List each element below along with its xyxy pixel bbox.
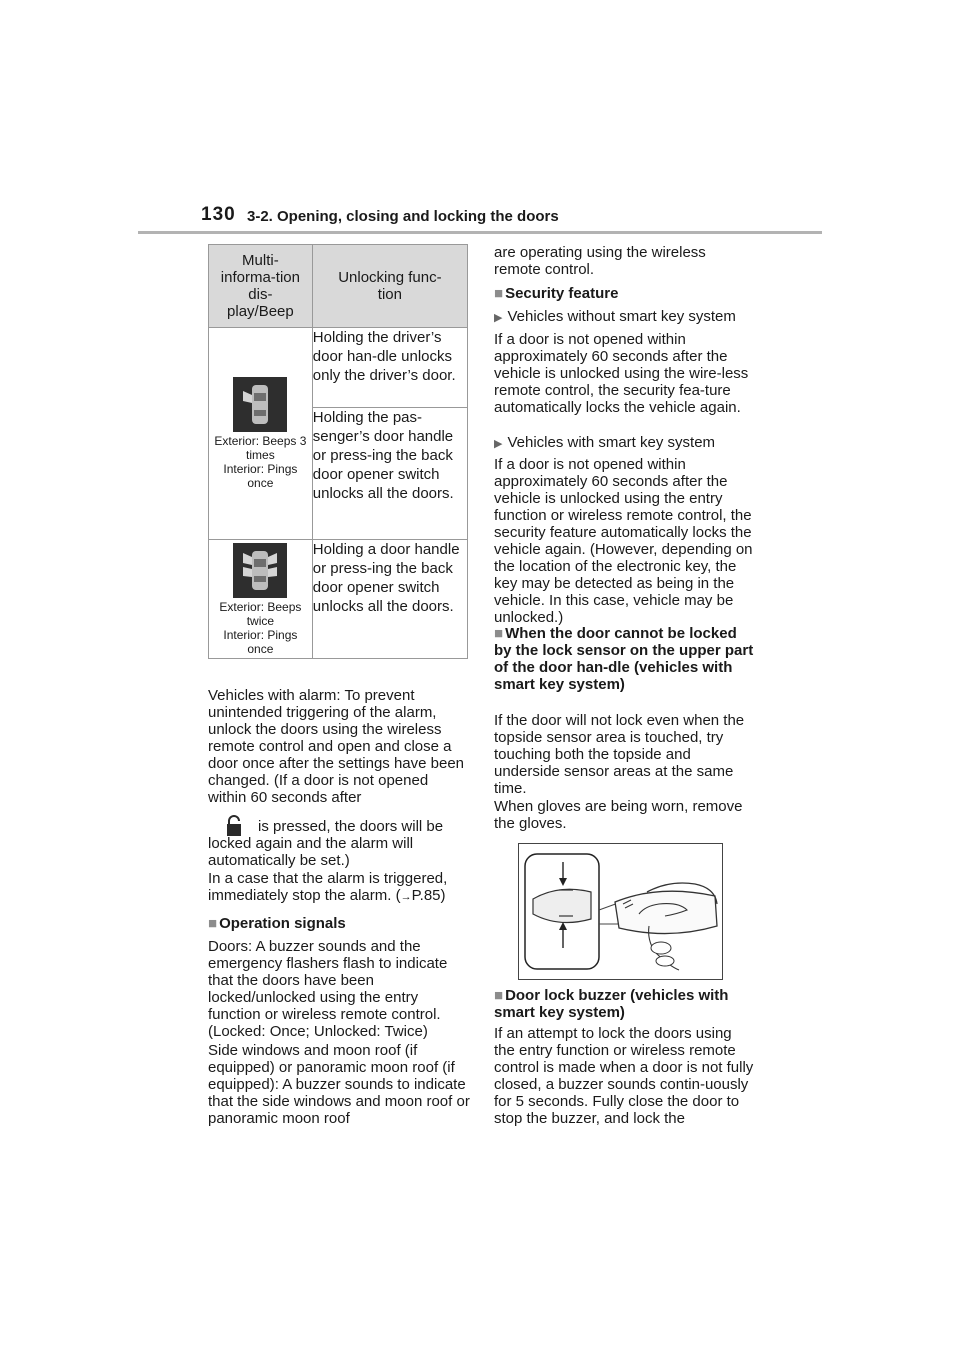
header-rule [138,231,822,234]
operation-signals-text: Doors: A buzzer sounds and the emergency flashers flash to indicate that the doors have been locked/unlocked using the entry function or wireless remote control. (Locked: Once; Unlocked: Twice) [208,938,448,1040]
buzzer-heading [494,987,756,1021]
security-heading-text: Security feature [505,285,619,302]
square-bullet-icon: ■ [494,625,504,642]
operation-signals-heading [208,915,470,932]
row1-function-b: Holding the pas-senger’s door handle or press-ing the back door opener switch unlocks all the doors. [312,408,467,540]
car-all-doors-open-icon [233,543,287,598]
car-doors-open-icon [233,377,287,432]
alarm-paragraph-b: is pressed, the doors will be [258,818,444,835]
triangle-bullet-icon: ▶ [494,312,503,324]
cannot-lock-heading-text: When the door cannot be locked by the lock sensor on the upper part of the door han-dle (vehicles with smart key system) [494,625,754,693]
row1-caption-interior: Interior: Pings once [223,462,298,490]
buzzer-heading-text: Door lock buzzer (vehicles with smart key system) [494,987,729,1021]
square-bullet-icon: ■ [208,915,218,932]
alarm-page-ref[interactable]: P.85) [411,887,446,904]
security-heading [494,285,756,302]
smart-key-label-text: Vehicles with smart key system [507,434,716,451]
table-header-function [312,245,467,328]
row2-function: Holding a door handle or press-ing the back door opener switch unlocks all the doors. [312,540,467,659]
operation-signals-heading-text: Operation signals [219,915,346,932]
row2-caption-exterior: Exterior: Beeps twice [219,599,302,628]
no-smart-key-label [494,308,756,327]
row2-icon-cell [209,540,313,659]
smart-key-label [494,434,756,453]
row1-caption-exterior: Exterior: Beeps 3 times [214,434,307,462]
square-bullet-icon: ■ [494,285,504,302]
arrow-ref-icon: → [400,891,412,903]
cannot-lock-text: If the door will not lock even when the topside sensor area is touched, try touching both the topside and underside sensor areas at the same time. [494,712,745,797]
continued-text: are operating using the wireless remote control. [494,244,706,278]
no-smart-key-text: If a door is not opened within approximately 60 seconds after the vehicle is unlocked using the wire-less remote control, the security fea-ture automatically locks the vehicle again. [494,331,749,416]
alarm-paragraph-d [208,870,476,906]
alarm-paragraph-c: locked again and the alarm will automatically be set.) [208,835,414,869]
alarm-paragraph-d-text: In a case that the alarm is triggered, immediately stop the alarm. ( [208,870,448,904]
page-number: 130 [201,204,236,225]
buzzer-text: If an attempt to lock the doors using the entry function or wireless remote control is made when a door is not fully closed, a buzzer sounds contin-uously for 5 seconds. Fully close the door to stop the buzzer, and lock the [494,1025,754,1127]
row1-icon-cell [209,328,313,540]
no-smart-key-label-text: Vehicles without smart key system [507,308,736,325]
alarm-paragraph-a: Vehicles with alarm: To prevent unintended triggering of the alarm, unlock the doors using the wireless remote control and open and close a door once after the settings have been changed. (If a door is not opened within 60 seconds after [208,687,465,806]
triangle-bullet-icon: ▶ [494,438,503,450]
table-header-function-text: Unlocking func-tion [338,269,442,303]
door-handle-illustration [518,843,723,980]
row2-caption-interior: Interior: Pings once [223,627,298,656]
section-title: 3-2. Opening, closing and locking the doors [247,208,559,225]
gloves-text: When gloves are being worn, remove the gloves. [494,798,743,832]
unlock-function-table [208,244,468,659]
side-windows-text: Side windows and moon roof (if equipped) or panoramic moon roof (if equipped): A buzzer sounds to indicate that the side windows and moon roof or panoramic moon roof [208,1042,470,1127]
table-header-display [209,245,313,328]
row1-function-a: Holding the driver’s door han-dle unlocks only the driver’s door. [312,328,467,408]
table-header-display-text: Multi-informa-tion dis-play/Beep [220,252,300,320]
cannot-lock-heading [494,625,756,693]
lock-button-icon [226,815,242,837]
square-bullet-icon: ■ [494,987,504,1004]
smart-key-text: If a door is not opened within approximately 60 seconds after the vehicle is unlocked using the entry function or wireless remote control, the security feature automatically locks the vehicle again. (However, depending on the location of the electronic key, the key may be detected as being in the vehicle. In this case, vehicle may be unlocked.) [494,456,753,626]
